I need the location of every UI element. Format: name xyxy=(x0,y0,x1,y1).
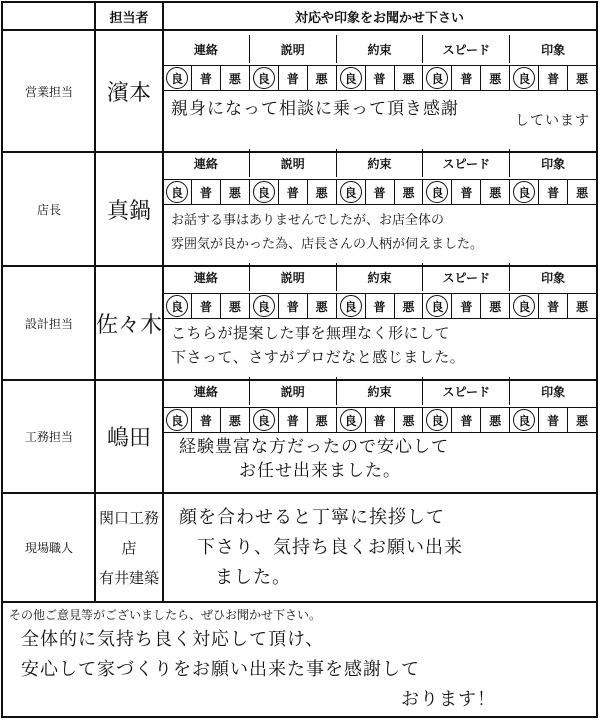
category-contact: 連絡 xyxy=(193,384,218,399)
category-row xyxy=(163,35,596,63)
rating-average[interactable]: 普 xyxy=(278,180,307,204)
rating-good[interactable]: 良 xyxy=(422,408,451,432)
rating-average[interactable]: 普 xyxy=(278,408,307,432)
comment-line: 雰囲気が良かった為、店長さんの人柄が伺えました。 xyxy=(171,237,484,252)
rating-row xyxy=(163,407,596,433)
role-construction: 工務担当 xyxy=(24,430,73,444)
rating-bad[interactable]: 悪 xyxy=(480,294,509,318)
header-person: 担当者 xyxy=(95,3,163,31)
person-manager: 真鍋 xyxy=(106,198,151,224)
rating-average[interactable]: 普 xyxy=(191,180,220,204)
rating-good[interactable]: 良 xyxy=(509,66,538,90)
comment-design xyxy=(171,321,590,369)
category-explanation: 説明 xyxy=(249,149,336,177)
comment-line: 顔を合わせると丁寧に挨拶して xyxy=(179,507,445,528)
category-impression: 印象 xyxy=(509,263,596,291)
category-contact: 連絡 xyxy=(193,156,218,171)
rating-bad[interactable]: 悪 xyxy=(567,180,596,204)
craftsman-company: 有井建築 xyxy=(98,568,159,587)
role-manager: 店長 xyxy=(36,202,61,217)
other-comments-label: その他ご意見等がございましたら、ぜひお聞かせ下さい。 xyxy=(9,608,322,622)
rating-average[interactable]: 普 xyxy=(278,294,307,318)
category-promise: 約束 xyxy=(336,263,423,291)
rating-good[interactable]: 良 xyxy=(163,408,191,432)
row-divider xyxy=(3,601,596,603)
rating-bad[interactable]: 悪 xyxy=(567,66,596,90)
comment-line: 安心して家づくりをお願い出来た事を感謝して xyxy=(21,659,420,680)
rating-average[interactable]: 普 xyxy=(365,66,394,90)
rating-bad[interactable]: 悪 xyxy=(567,408,596,432)
rating-average[interactable]: 普 xyxy=(451,408,480,432)
category-speed: スピード xyxy=(422,377,509,405)
header-role xyxy=(3,3,95,31)
comment-line: お任せ出来ました。 xyxy=(239,461,401,481)
rating-average[interactable]: 普 xyxy=(278,66,307,90)
category-promise: 約束 xyxy=(336,35,423,63)
category-impression: 印象 xyxy=(509,377,596,405)
rating-good[interactable]: 良 xyxy=(422,66,451,90)
rating-good[interactable]: 良 xyxy=(509,294,538,318)
category-promise: 約束 xyxy=(336,149,423,177)
rating-average[interactable]: 普 xyxy=(538,180,567,204)
comment-construction xyxy=(179,435,590,483)
category-speed: スピード xyxy=(422,263,509,291)
rating-bad[interactable]: 悪 xyxy=(394,66,423,90)
category-row xyxy=(163,149,596,177)
rating-bad[interactable]: 悪 xyxy=(480,66,509,90)
category-row xyxy=(163,263,596,291)
rating-good[interactable]: 良 xyxy=(509,408,538,432)
rating-bad[interactable]: 悪 xyxy=(394,408,423,432)
rating-good[interactable]: 良 xyxy=(336,180,365,204)
category-speed: スピード xyxy=(422,149,509,177)
rating-good[interactable]: 良 xyxy=(509,180,538,204)
comment-line: 下さり、気持ち良くお願い出来 xyxy=(197,537,463,558)
category-promise: 約束 xyxy=(336,377,423,405)
rating-row xyxy=(163,293,596,319)
category-contact: 連絡 xyxy=(193,270,218,285)
rating-bad[interactable]: 悪 xyxy=(220,294,249,318)
rating-bad[interactable]: 悪 xyxy=(307,294,336,318)
category-impression: 印象 xyxy=(509,35,596,63)
comment-line: 下さって、さすがプロだなと感じました。 xyxy=(171,348,466,366)
rating-bad[interactable]: 悪 xyxy=(567,294,596,318)
rating-good[interactable]: 良 xyxy=(336,408,365,432)
rating-average[interactable]: 普 xyxy=(538,408,567,432)
category-contact: 連絡 xyxy=(193,42,218,57)
comment-manager xyxy=(171,209,590,257)
rating-good[interactable]: 良 xyxy=(249,294,278,318)
comment-sales xyxy=(171,97,590,129)
comment-line: しています xyxy=(515,113,590,129)
rating-bad[interactable]: 悪 xyxy=(307,408,336,432)
rating-good[interactable]: 良 xyxy=(163,66,191,90)
rating-good[interactable]: 良 xyxy=(249,180,278,204)
role-design: 設計担当 xyxy=(24,316,73,331)
rating-bad[interactable]: 悪 xyxy=(307,180,336,204)
rating-bad[interactable]: 悪 xyxy=(220,408,249,432)
rating-bad[interactable]: 悪 xyxy=(220,66,249,90)
comment-craftsmen xyxy=(179,503,590,593)
comment-line: こちらが提案した事を無理なく形にして xyxy=(171,324,451,342)
person-craftsmen xyxy=(95,494,163,601)
rating-average[interactable]: 普 xyxy=(191,408,220,432)
rating-good[interactable]: 良 xyxy=(336,66,365,90)
comment-line: 経験豊富な方だったので安心して xyxy=(179,437,449,457)
survey-sheet xyxy=(1,1,598,718)
header-feedback: 対応や印象をお聞かせ下さい xyxy=(163,3,596,31)
rating-good[interactable]: 良 xyxy=(163,294,191,318)
rating-average[interactable]: 普 xyxy=(538,66,567,90)
rating-bad[interactable]: 悪 xyxy=(480,408,509,432)
category-explanation: 説明 xyxy=(249,35,336,63)
comment-line: 全体的に気持ち良く対応して頂け、 xyxy=(21,629,325,650)
rating-average[interactable]: 普 xyxy=(365,180,394,204)
person-design: 佐々木 xyxy=(95,312,162,338)
comment-line: 親身になって相談に乗って頂き感謝 xyxy=(171,99,459,119)
rating-good[interactable]: 良 xyxy=(422,294,451,318)
person-sales: 濱本 xyxy=(106,80,151,106)
comment-line: おります！ xyxy=(401,689,496,710)
craftsman-company: 関口工務店 xyxy=(98,508,159,557)
rating-average[interactable]: 普 xyxy=(451,180,480,204)
rating-average[interactable]: 普 xyxy=(191,294,220,318)
other-comments-text xyxy=(21,625,590,715)
comment-line: お話する事はありませんでしたが、お店全体の xyxy=(171,213,445,228)
rating-row xyxy=(163,65,596,91)
rating-bad[interactable]: 悪 xyxy=(394,180,423,204)
category-speed: スピード xyxy=(422,35,509,63)
rating-good[interactable]: 良 xyxy=(249,408,278,432)
rating-row xyxy=(163,179,596,205)
rating-average[interactable]: 普 xyxy=(451,66,480,90)
role-sales: 営業担当 xyxy=(24,84,73,99)
role-craftsmen: 現場職人 xyxy=(24,541,73,555)
rating-bad[interactable]: 悪 xyxy=(220,180,249,204)
rating-average[interactable]: 普 xyxy=(191,66,220,90)
category-explanation: 説明 xyxy=(249,377,336,405)
rating-average[interactable]: 普 xyxy=(538,294,567,318)
rating-bad[interactable]: 悪 xyxy=(394,294,423,318)
person-construction: 嶋田 xyxy=(106,426,151,451)
rating-bad[interactable]: 悪 xyxy=(480,180,509,204)
rating-bad[interactable]: 悪 xyxy=(307,66,336,90)
rating-good[interactable]: 良 xyxy=(249,66,278,90)
rating-average[interactable]: 普 xyxy=(451,294,480,318)
category-impression: 印象 xyxy=(509,149,596,177)
category-explanation: 説明 xyxy=(249,263,336,291)
rating-good[interactable]: 良 xyxy=(336,294,365,318)
rating-average[interactable]: 普 xyxy=(365,408,394,432)
category-row xyxy=(163,377,596,405)
rating-good[interactable]: 良 xyxy=(422,180,451,204)
rating-average[interactable]: 普 xyxy=(365,294,394,318)
rating-good[interactable]: 良 xyxy=(163,180,191,204)
comment-line: ました。 xyxy=(215,567,291,588)
